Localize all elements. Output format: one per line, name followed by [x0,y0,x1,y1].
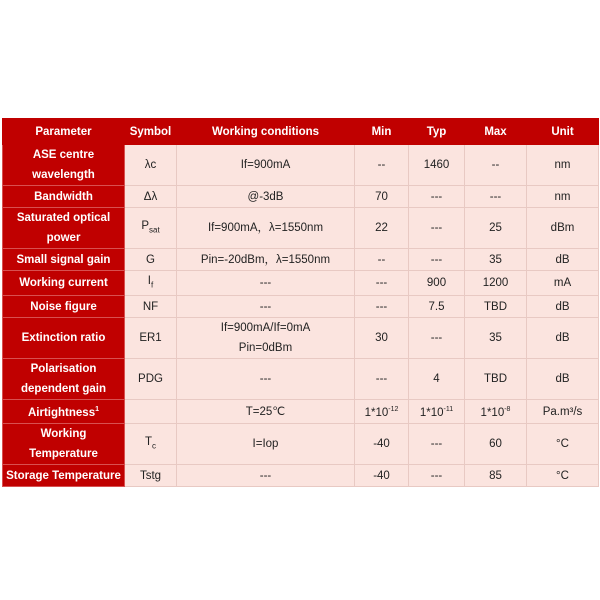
typ-value: --- [430,190,443,203]
max-cell [465,271,527,296]
table-row [3,271,599,296]
unit-value: dBm [550,222,575,234]
conditions-line: If=900mA，λ=1550nm [207,222,324,234]
unit-value: dB [555,253,570,266]
unit-cell [527,296,599,318]
typ-value: 4 [433,373,440,386]
max-value: 35 [489,332,502,345]
conditions-cell [177,271,355,296]
min-value: -- [377,253,386,266]
unit-value: dB [555,332,570,345]
parameter-cell [3,145,125,186]
unit-cell [527,249,599,271]
symbol-main: NF [142,300,159,313]
max-cell [465,424,527,465]
max-value: 85 [489,469,502,482]
unit-value: dB [555,373,570,386]
symbol-main: I [147,275,151,287]
parameter-label: Extinction ratio [21,332,106,345]
max-exponent: -8 [504,406,511,414]
max-cell [465,400,527,424]
min-exponent: -12 [388,406,399,414]
typ-cell [409,145,465,186]
min-value: 22 [375,222,388,234]
max-value: 25 [489,222,502,234]
table-row [3,359,599,400]
table-row [3,465,599,487]
table-row [3,400,599,424]
parameter-cell [3,208,125,249]
max-cell [465,145,527,186]
unit-cell [527,186,599,208]
min-value: -40 [373,438,390,451]
max-value: --- [489,190,502,203]
typ-cell [409,465,465,487]
max-value: 1200 [482,277,509,290]
unit-cell [527,271,599,296]
conditions-line: --- [259,469,272,482]
min-cell [355,359,409,400]
unit-cell [527,424,599,465]
conditions-line: If=900mA/If=0mA [220,322,311,335]
conditions-line: --- [259,277,272,290]
header-unit: Unit [527,119,599,145]
typ-cell [409,208,465,249]
max-cell [465,296,527,318]
conditions-line: If=900mA [240,159,291,171]
parameter-cell [3,400,125,424]
typ-value: --- [430,332,443,345]
parameter-label: Polarisation dependent gain [21,363,106,396]
typ-value: --- [430,253,443,266]
header-row [3,119,599,145]
symbol-cell [125,424,177,465]
conditions-cell [177,400,355,424]
table-row [3,208,599,249]
conditions-line: --- [259,300,272,313]
parameter-label: Storage Temperature [6,469,121,482]
symbol-subscript: f [150,280,154,290]
conditions-line: Pin=-20dBm，λ=1550nm [200,253,331,266]
parameter-cell [3,318,125,359]
unit-cell [527,208,599,249]
parameter-label: Bandwidth [34,190,93,203]
max-value: TBD [484,300,507,313]
max-cell [465,186,527,208]
typ-cell [409,359,465,400]
unit-cell [527,400,599,424]
typ-cell [409,186,465,208]
typ-cell [409,249,465,271]
header-typ: Typ [409,119,465,145]
symbol-cell [125,359,177,400]
header-max: Max [465,119,527,145]
symbol-main: P [141,219,149,232]
symbol-cell [125,208,177,249]
max-value: 60 [489,438,502,451]
min-value: -40 [373,469,390,482]
parameter-cell [3,271,125,296]
unit-cell [527,318,599,359]
table-row [3,186,599,208]
min-cell [355,145,409,186]
parameter-cell [3,424,125,465]
symbol-subscript: c [152,441,157,451]
parameter-cell [3,359,125,400]
table-row [3,296,599,318]
symbol-cell [125,318,177,359]
typ-value: 1*10 [419,407,444,420]
conditions-cell [177,424,355,465]
min-value: --- [375,277,388,290]
conditions-cell [177,249,355,271]
max-value: TBD [484,373,507,386]
typ-value: --- [430,469,443,482]
parameter-label: Saturated optical power [16,212,111,244]
max-cell [465,359,527,400]
parameter-cell [3,249,125,271]
symbol-main: PDG [138,373,163,386]
parameter-superscript: 1 [95,406,99,414]
symbol-main: λc [144,159,157,171]
parameter-cell [3,465,125,487]
max-cell [465,208,527,249]
conditions-cell [177,208,355,249]
typ-cell [409,400,465,424]
typ-cell [409,318,465,359]
parameter-label: Small signal gain [16,253,111,266]
symbol-cell [125,186,177,208]
symbol-main: ER1 [139,332,162,345]
conditions-line: I=Iop [252,438,279,451]
header-conditions: Working conditions [177,119,355,145]
symbol-main: Tstg [139,469,162,482]
min-cell [355,424,409,465]
min-value: 70 [375,190,388,203]
conditions-cell [177,296,355,318]
conditions-cell [177,145,355,186]
min-value: -- [377,159,386,171]
conditions-cell [177,465,355,487]
parameter-label: Working current [19,277,108,290]
typ-value: 7.5 [428,300,445,313]
min-value: --- [375,300,388,313]
unit-value: dB [555,300,570,313]
typ-cell [409,296,465,318]
min-cell [355,296,409,318]
parameter-label: ASE centre wavelength [32,149,95,181]
parameter-label: Working Temperature [29,428,98,461]
typ-cell [409,424,465,465]
symbol-main: Δλ [143,190,158,203]
table-row [3,249,599,271]
symbol-cell [125,271,177,296]
min-value: --- [375,373,388,386]
unit-cell [527,359,599,400]
conditions-line: T=25℃ [245,405,286,418]
conditions-line: @-3dB [247,190,284,203]
typ-cell [409,271,465,296]
parameter-label: Airtightness [28,407,96,420]
unit-value: nm [554,190,571,203]
max-cell [465,465,527,487]
min-cell [355,271,409,296]
table-row [3,318,599,359]
max-cell [465,318,527,359]
conditions-cell [177,359,355,400]
min-cell [355,186,409,208]
conditions-cell [177,186,355,208]
spec-table [2,118,599,487]
unit-value: Pa.m³/s [542,405,583,418]
table-row [3,424,599,465]
unit-cell [527,465,599,487]
min-cell [355,318,409,359]
conditions-line: --- [259,373,272,386]
max-cell [465,249,527,271]
header-symbol: Symbol [125,119,177,145]
symbol-cell [125,465,177,487]
conditions-line: Pin=0dBm [238,342,293,355]
min-cell [355,465,409,487]
symbol-main: T [144,435,153,448]
symbol-cell [125,296,177,318]
header-min: Min [355,119,409,145]
parameter-cell [3,186,125,208]
parameter-label: Noise figure [30,300,97,313]
min-value: 1*10 [364,407,389,420]
max-value: 1*10 [480,407,505,420]
parameter-cell [3,296,125,318]
unit-cell [527,145,599,186]
unit-value: nm [554,159,571,171]
symbol-cell [125,145,177,186]
typ-value: 1460 [423,159,450,171]
table-body [3,145,599,487]
header-parameter: Parameter [3,119,125,145]
min-cell [355,208,409,249]
symbol-cell [125,400,177,424]
min-cell [355,400,409,424]
typ-value: --- [430,438,443,451]
typ-exponent: -11 [443,406,454,414]
table-row [3,145,599,186]
typ-value: 900 [426,277,447,290]
unit-value: °C [556,438,569,451]
max-value: 35 [489,253,502,266]
symbol-main: G [146,253,155,266]
unit-value: °C [556,469,569,482]
symbol-cell [125,249,177,271]
symbol-subscript: sat [149,225,160,235]
typ-value: --- [430,222,443,234]
conditions-cell [177,318,355,359]
max-value: -- [491,159,500,171]
unit-value: mA [553,277,572,290]
min-cell [355,249,409,271]
min-value: 30 [375,332,388,345]
